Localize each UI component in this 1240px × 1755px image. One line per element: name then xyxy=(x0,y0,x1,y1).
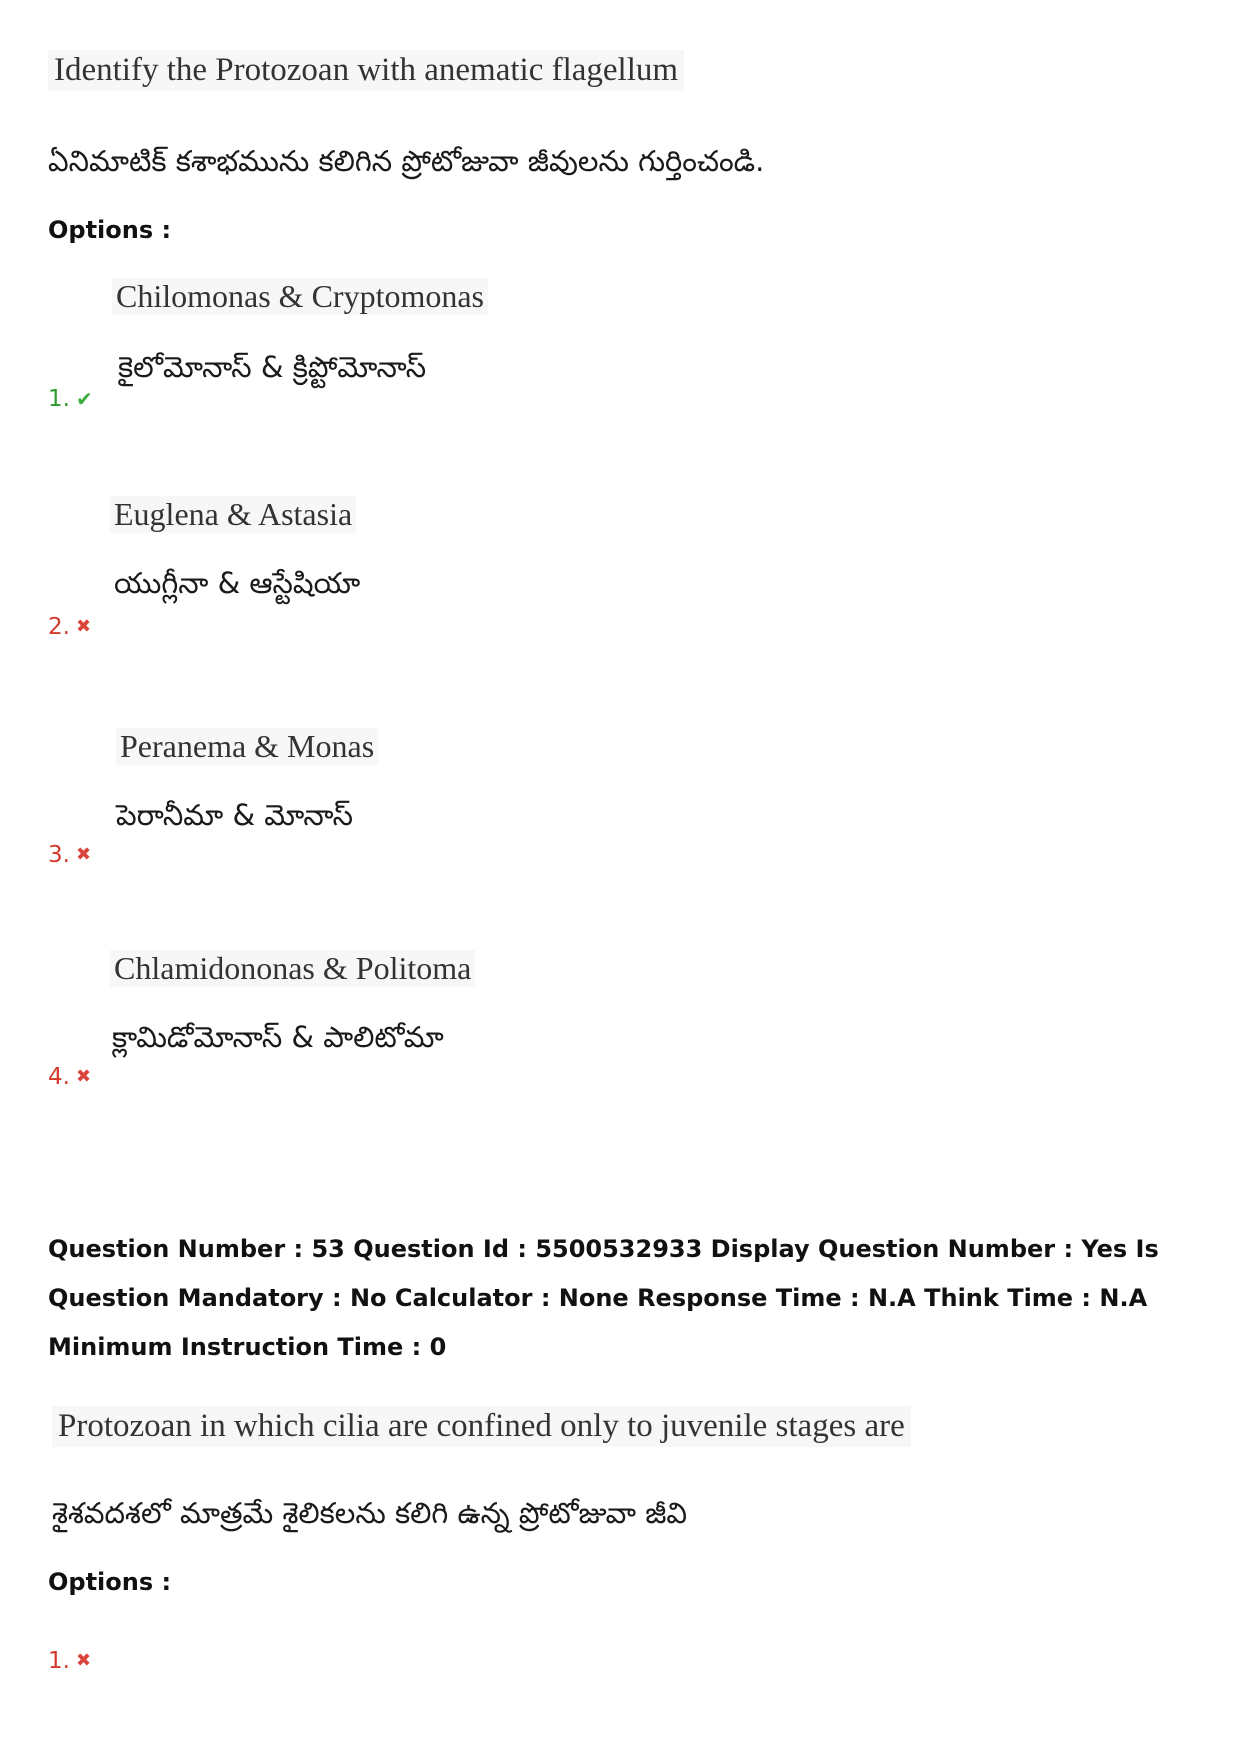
options-label: Options : xyxy=(48,216,172,244)
option-1-number[interactable] xyxy=(48,386,93,412)
question-text-english: Protozoan in which cilia are confined only to juvenile stages are xyxy=(52,1406,911,1447)
option-2-text-english: Euglena & Astasia xyxy=(110,496,356,533)
option-4-text-english: Chlamidononas & Politoma xyxy=(110,950,475,987)
option-3-text-telugu: పెరానీమా & మోనాస్ xyxy=(116,798,353,832)
option-4-number[interactable] xyxy=(48,1064,91,1090)
question-metadata: Question Number : 53 Question Id : 5500532933 Display Question Number : Yes Is Question Mandatory : No Calculator : None Response Time : N.A Think Time : N.A Minimum Instruction Time : 0 xyxy=(48,1235,1159,1361)
option-2-number[interactable] xyxy=(48,614,91,640)
option-4-label: 4. xyxy=(48,1064,70,1090)
question-text-telugu: శైశవదశలో మాత్రమే శైలికలను కలిగి ఉన్న ప్రోటోజువా జీవి xyxy=(52,1496,688,1530)
option-2-label: 2. xyxy=(48,614,70,640)
cross-icon: ✖ xyxy=(75,1650,92,1671)
question-text-english: Identify the Protozoan with anematic flagellum xyxy=(48,50,684,91)
cross-icon: ✖ xyxy=(75,844,92,865)
option-3-text-english: Peranema & Monas xyxy=(116,728,378,765)
option-1-number[interactable] xyxy=(48,1648,91,1674)
option-1-text-english: Chilomonas & Cryptomonas xyxy=(112,278,488,315)
option-3-number[interactable] xyxy=(48,842,91,868)
question-text-telugu: ఏనిమాటిక్ కశాభమును కలిగిన ప్రోటోజువా జీవులను గుర్తించండి. xyxy=(48,144,765,178)
option-1-label: 1. xyxy=(48,386,70,412)
checkmark-icon: ✔ xyxy=(75,387,93,411)
options-label: Options : xyxy=(48,1568,172,1596)
cross-icon: ✖ xyxy=(75,1066,92,1087)
option-2-text-telugu: యుగ్లీనా & ఆస్టేషియా xyxy=(114,566,361,600)
option-1-label: 1. xyxy=(48,1648,70,1674)
option-1-text-telugu: కైలోమోనాస్ & క్రిప్టోమోనాస్ xyxy=(118,350,427,384)
option-4-text-telugu: క్లామిడోమోనాస్ & పాలిటోమా xyxy=(112,1020,444,1054)
cross-icon: ✖ xyxy=(75,616,92,637)
option-3-label: 3. xyxy=(48,842,70,868)
